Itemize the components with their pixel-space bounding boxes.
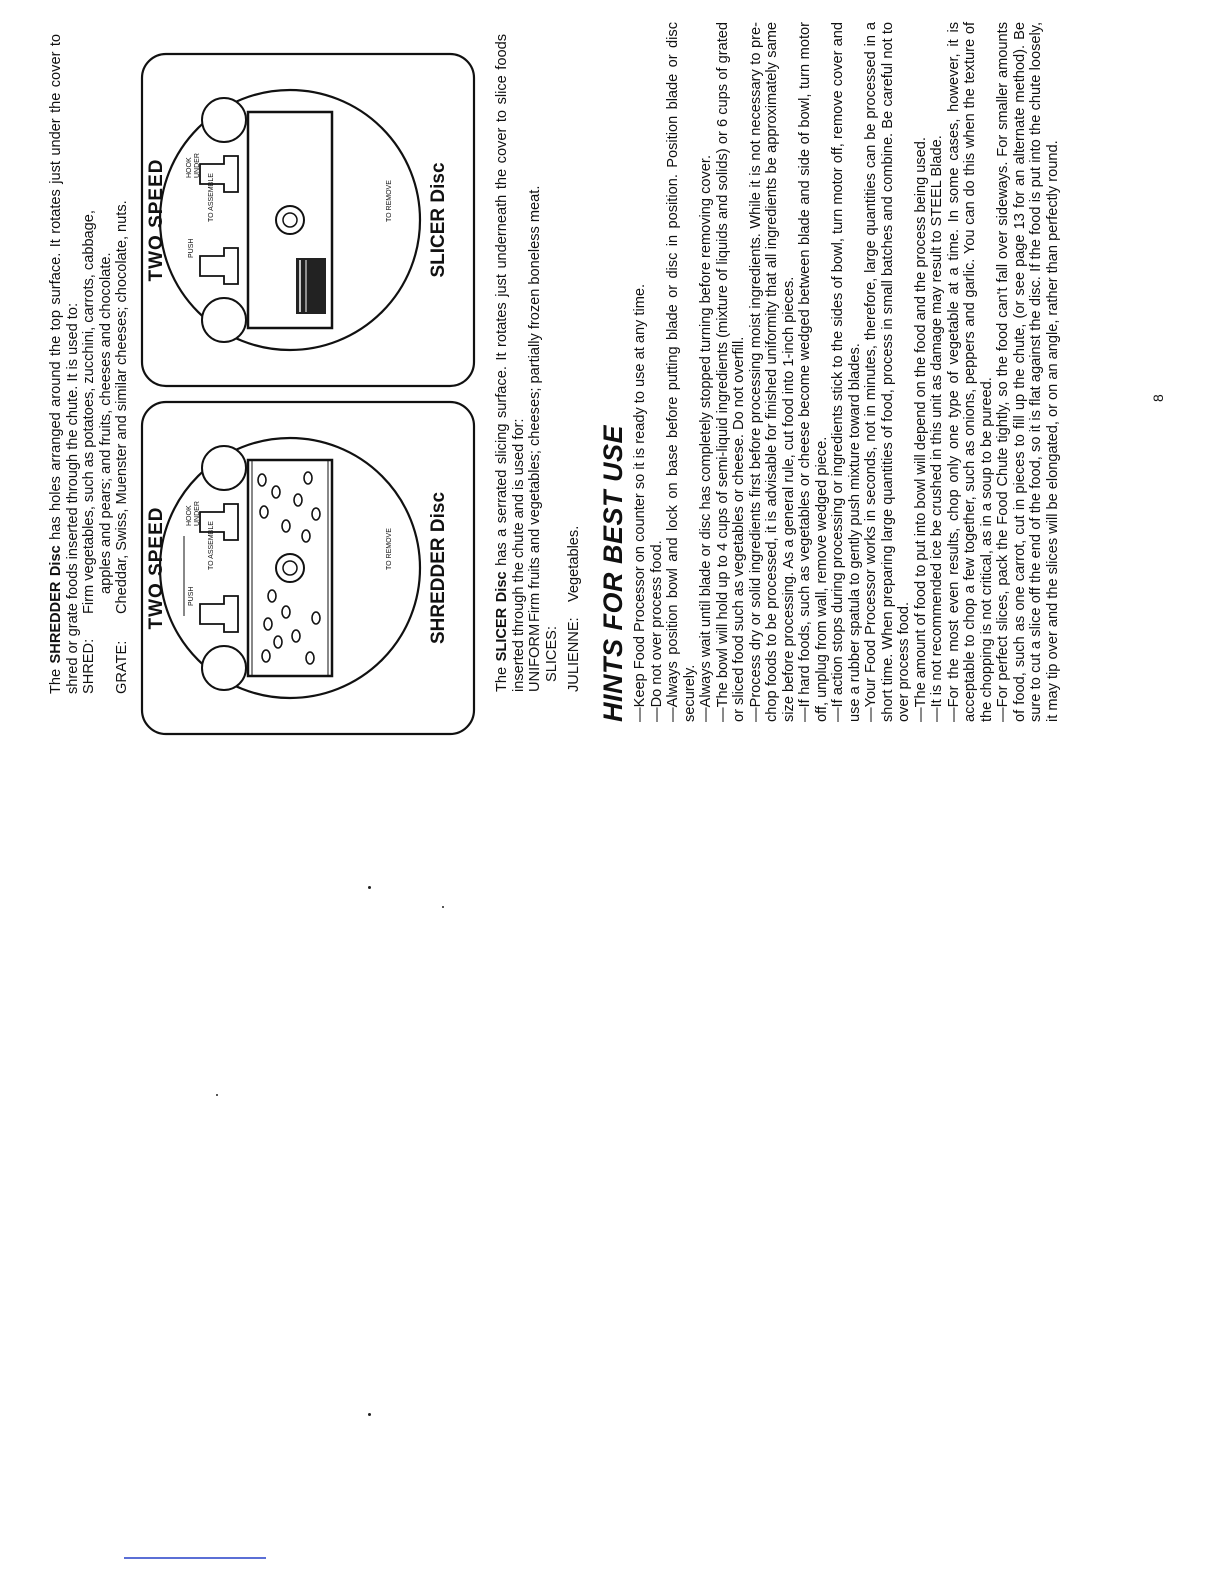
uniform-row	[527, 34, 544, 692]
shred-row	[81, 34, 98, 694]
slicer-disc-term: SLICER Disc	[494, 571, 510, 662]
shredder-hook-label: HOOK UNDER	[186, 501, 201, 526]
uniform-label-2: SLICES:	[543, 626, 560, 682]
slicer-hook-label: HOOK UNDER	[186, 153, 201, 178]
hints-heading: HINTS FOR BEST USE	[598, 424, 628, 722]
shred-row-2	[98, 34, 115, 694]
slicer-description	[494, 34, 583, 692]
slicer-two-speed-label: TWO SPEED	[146, 158, 167, 282]
slicer-push-label: PUSH	[188, 238, 195, 258]
hints-list	[632, 22, 1061, 722]
hint-item: —For perfect slices, pack the Food Chute tightly, so the food can't fall over sideways. For smaller amounts of food, such as one carrot, cut in pieces to fill up the chute, (or see page 13 for an alternate method). Be sure to cut a slice off the end of the food, so it is flat against the disc. If the food is put into the chute loosely, it may tip over and the slices will be elongated, or on an angle, rather than perfectly round.	[995, 22, 1061, 722]
hint-item: —Your Food Processor works in seconds, not in minutes, therefore, large quantities can be processed in a short time. When preparing large quantities of food, process in small batches and combine. Be careful not to over process food.	[863, 22, 912, 722]
hint-item: —If action stops during processing or ingredients stick to the sides of bowl, turn motor off, remove cover and use a rubber spatula to gently push mixture toward blades.	[830, 22, 863, 722]
shredder-assemble-label: TO ASSEMBLE	[208, 521, 215, 570]
scan-edge-line	[124, 1557, 266, 1559]
slicer-disc-diagram	[140, 52, 476, 388]
shredder-description	[48, 34, 131, 694]
hint-item: —Do not over process food.	[648, 540, 665, 722]
scan-speck	[368, 886, 371, 889]
hint-item: —The amount of food to put into bowl will depend on the food and the process being used.	[912, 137, 929, 722]
julienne-row	[566, 34, 583, 692]
uniform-label: UNIFORM	[527, 623, 543, 692]
scan-speck	[442, 906, 444, 908]
hint-item: —For the most even results, chop only one type of vegetable at a time. In some cases, however, it is acceptable to chop a few together, such as onions, peppers and garlic. You can do this when the texture of the chopping is not critical, as in a soup to be pureed.	[945, 22, 995, 722]
shredder-caption: SHREDDER Disc	[428, 491, 449, 645]
hint-item: —Process dry or solid ingredients first before processing moist ingredients. While it is not necessary to pre-chop foods to be processed, it is advisable for finished uniformity that all ingredients be approximately same size before processing. As a general rule, cut food into 1-inch pieces.	[747, 22, 797, 722]
hint-item: —If hard foods, such as vegetables or cheese become wedged between blade and side of bowl, turn motor off, unplug from wall, remove wedged piece.	[797, 22, 830, 722]
hint-item: —Keep Food Processor on counter so it is ready to use at any time.	[632, 283, 648, 722]
julienne-value: Vegetables.	[566, 525, 582, 602]
julienne-label: JULIENNE:	[566, 617, 582, 692]
shredder-disc-diagram	[140, 400, 476, 736]
hint-item: —The bowl will hold up to 4 cups of semi-liquid ingredients (mixture of liquids and solids) or 6 cups of grated or sliced food such as vegetables or cheese. Do not overfill.	[714, 22, 747, 722]
hint-item: —Always wait until blade or disc has completely stopped turning before removing cover.	[698, 154, 714, 722]
uniform-value: Firm fruits and vegetables; cheeses; partially frozen boneless meat.	[527, 185, 543, 622]
slicer-caption: SLICER Disc	[428, 162, 449, 278]
shredder-two-speed-label: TWO SPEED	[146, 506, 167, 630]
grate-value: Cheddar, Swiss, Muenster and similar cheeses; chocolate, nuts.	[114, 200, 130, 614]
shred-value: Firm vegetables, such as potatoes, zucchini, carrots, cabbage,	[81, 210, 97, 614]
shredder-push-label: PUSH	[188, 586, 195, 606]
slicer-intro: The SLICER Disc has a serrated slicing surface. It rotates just underneath the cover to slice foods inserted through the chute and is used for:	[494, 34, 527, 692]
hint-item: —Always position bowl and lock on base before putting blade or disc in position. Position blade or disc securely.	[665, 22, 698, 722]
grate-row	[114, 34, 131, 694]
hint-item: —It is not recommended ice be crushed in this unit as damage may result to STEEL Blade.	[929, 135, 945, 722]
shredder-disc-illustration	[140, 400, 476, 736]
shredder-disc-term: SHREDDER Disc	[48, 545, 64, 664]
grate-label: GRATE:	[114, 640, 130, 694]
page-number: 8	[1150, 394, 1166, 402]
scan-speck	[368, 1413, 371, 1416]
shred-label: SHRED:	[81, 638, 97, 694]
shredder-remove-label: TO REMOVE	[386, 528, 393, 570]
scan-speck	[216, 1094, 218, 1096]
slicer-disc-illustration	[140, 52, 476, 388]
slicer-assemble-label: TO ASSEMBLE	[208, 173, 215, 222]
shred-value-2: apples and pears; and fruits, cheeses and chocolate.	[97, 252, 114, 594]
uniform-row-2	[544, 34, 561, 692]
slicer-remove-label: TO REMOVE	[386, 180, 393, 222]
shredder-intro: The SHREDDER Disc has holes arranged around the top surface. It rotates just under the cover to shred or grate foods inserted through the chute. It is used to:	[48, 33, 81, 694]
